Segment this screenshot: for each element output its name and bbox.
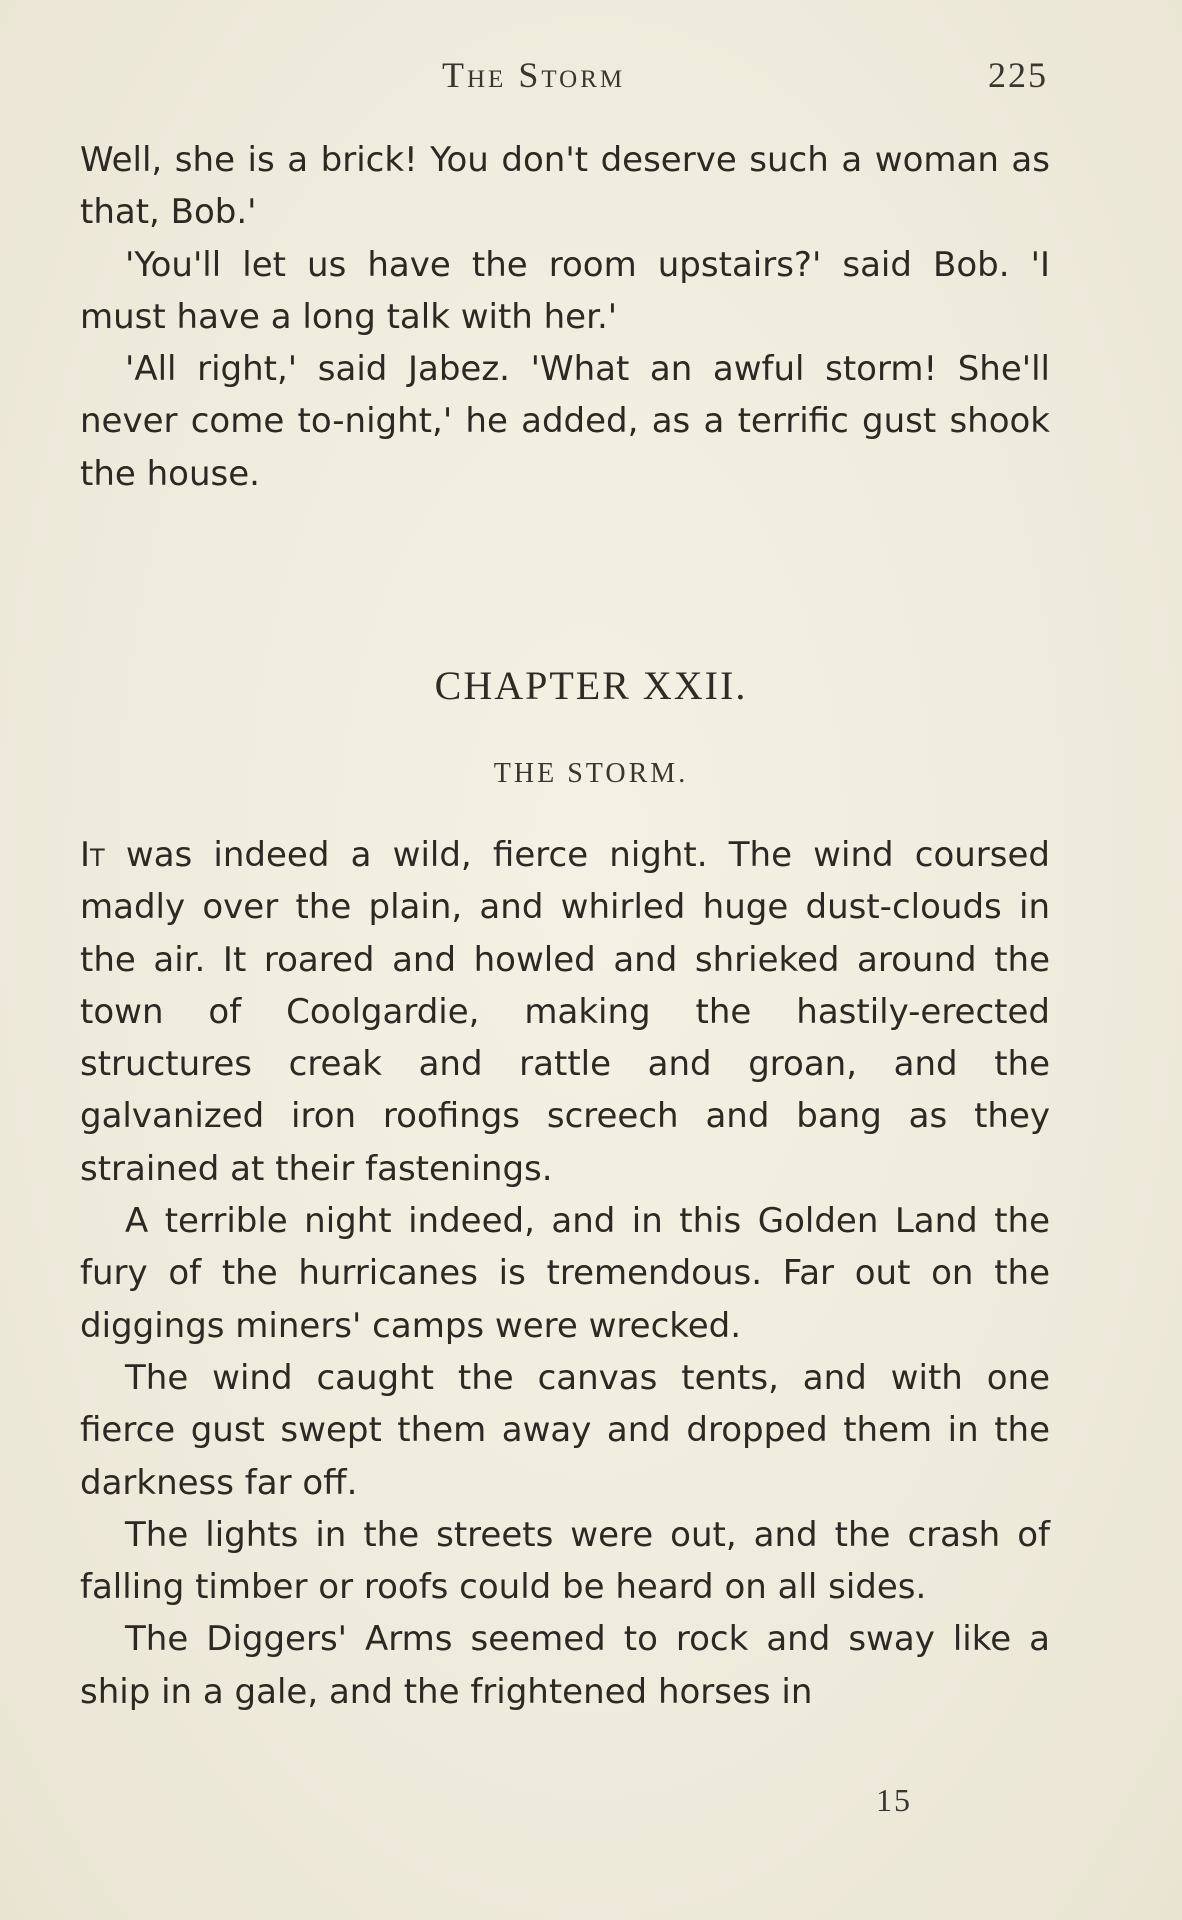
paragraph: Well, she is a brick! You don't deserve such a woman as that, Bob.' xyxy=(80,140,1050,233)
paragraph xyxy=(80,829,1050,1195)
initial-word: It xyxy=(80,835,105,875)
paragraph: 'All right,' said Jabez. 'What an awful storm! She'll never come to-night,' he added, as a terrific gust shook the house. xyxy=(80,349,1050,494)
page-number: 225 xyxy=(988,55,1048,95)
paragraph: A terrible night indeed, and in this Golden Land the fury of the hurricanes is tremendous. Far out on the diggings miners' camps were wrecked. xyxy=(80,1201,1050,1346)
chapter-subheading: THE STORM. xyxy=(493,758,689,789)
paragraph-text: was indeed a wild, fierce night. The wind coursed madly over the plain, and whirled huge dust-clouds in the air. It roared and howled and shrieked around the town of Coolgardie, making the hastily-erected structures creak and rattle and groan, and the galvanized iron roofings screech and bang as they strained at their fastenings. xyxy=(80,835,1050,1189)
chapter-text xyxy=(80,829,1050,1718)
chapter-heading: CHAPTER XXII. xyxy=(434,663,748,708)
paragraph: The wind caught the canvas tents, and with one fierce gust swept them away and dropped them in the darkness far off. xyxy=(80,1357,1050,1503)
paragraph: 'You'll let us have the room upstairs?' said Bob. 'I must have a long talk with her.' xyxy=(80,244,1050,337)
paragraph: The lights in the streets were out, and the crash of falling timber or roofs could be heard on all sides. xyxy=(80,1514,1050,1608)
signature-mark: 15 xyxy=(876,1782,912,1818)
running-head xyxy=(0,54,1182,104)
opening-text xyxy=(80,134,1050,500)
paragraph: The Diggers' Arms seemed to rock and sway like a ship in a gale, and the frightened horses in xyxy=(80,1619,1050,1712)
running-title: The Storm xyxy=(442,55,626,95)
